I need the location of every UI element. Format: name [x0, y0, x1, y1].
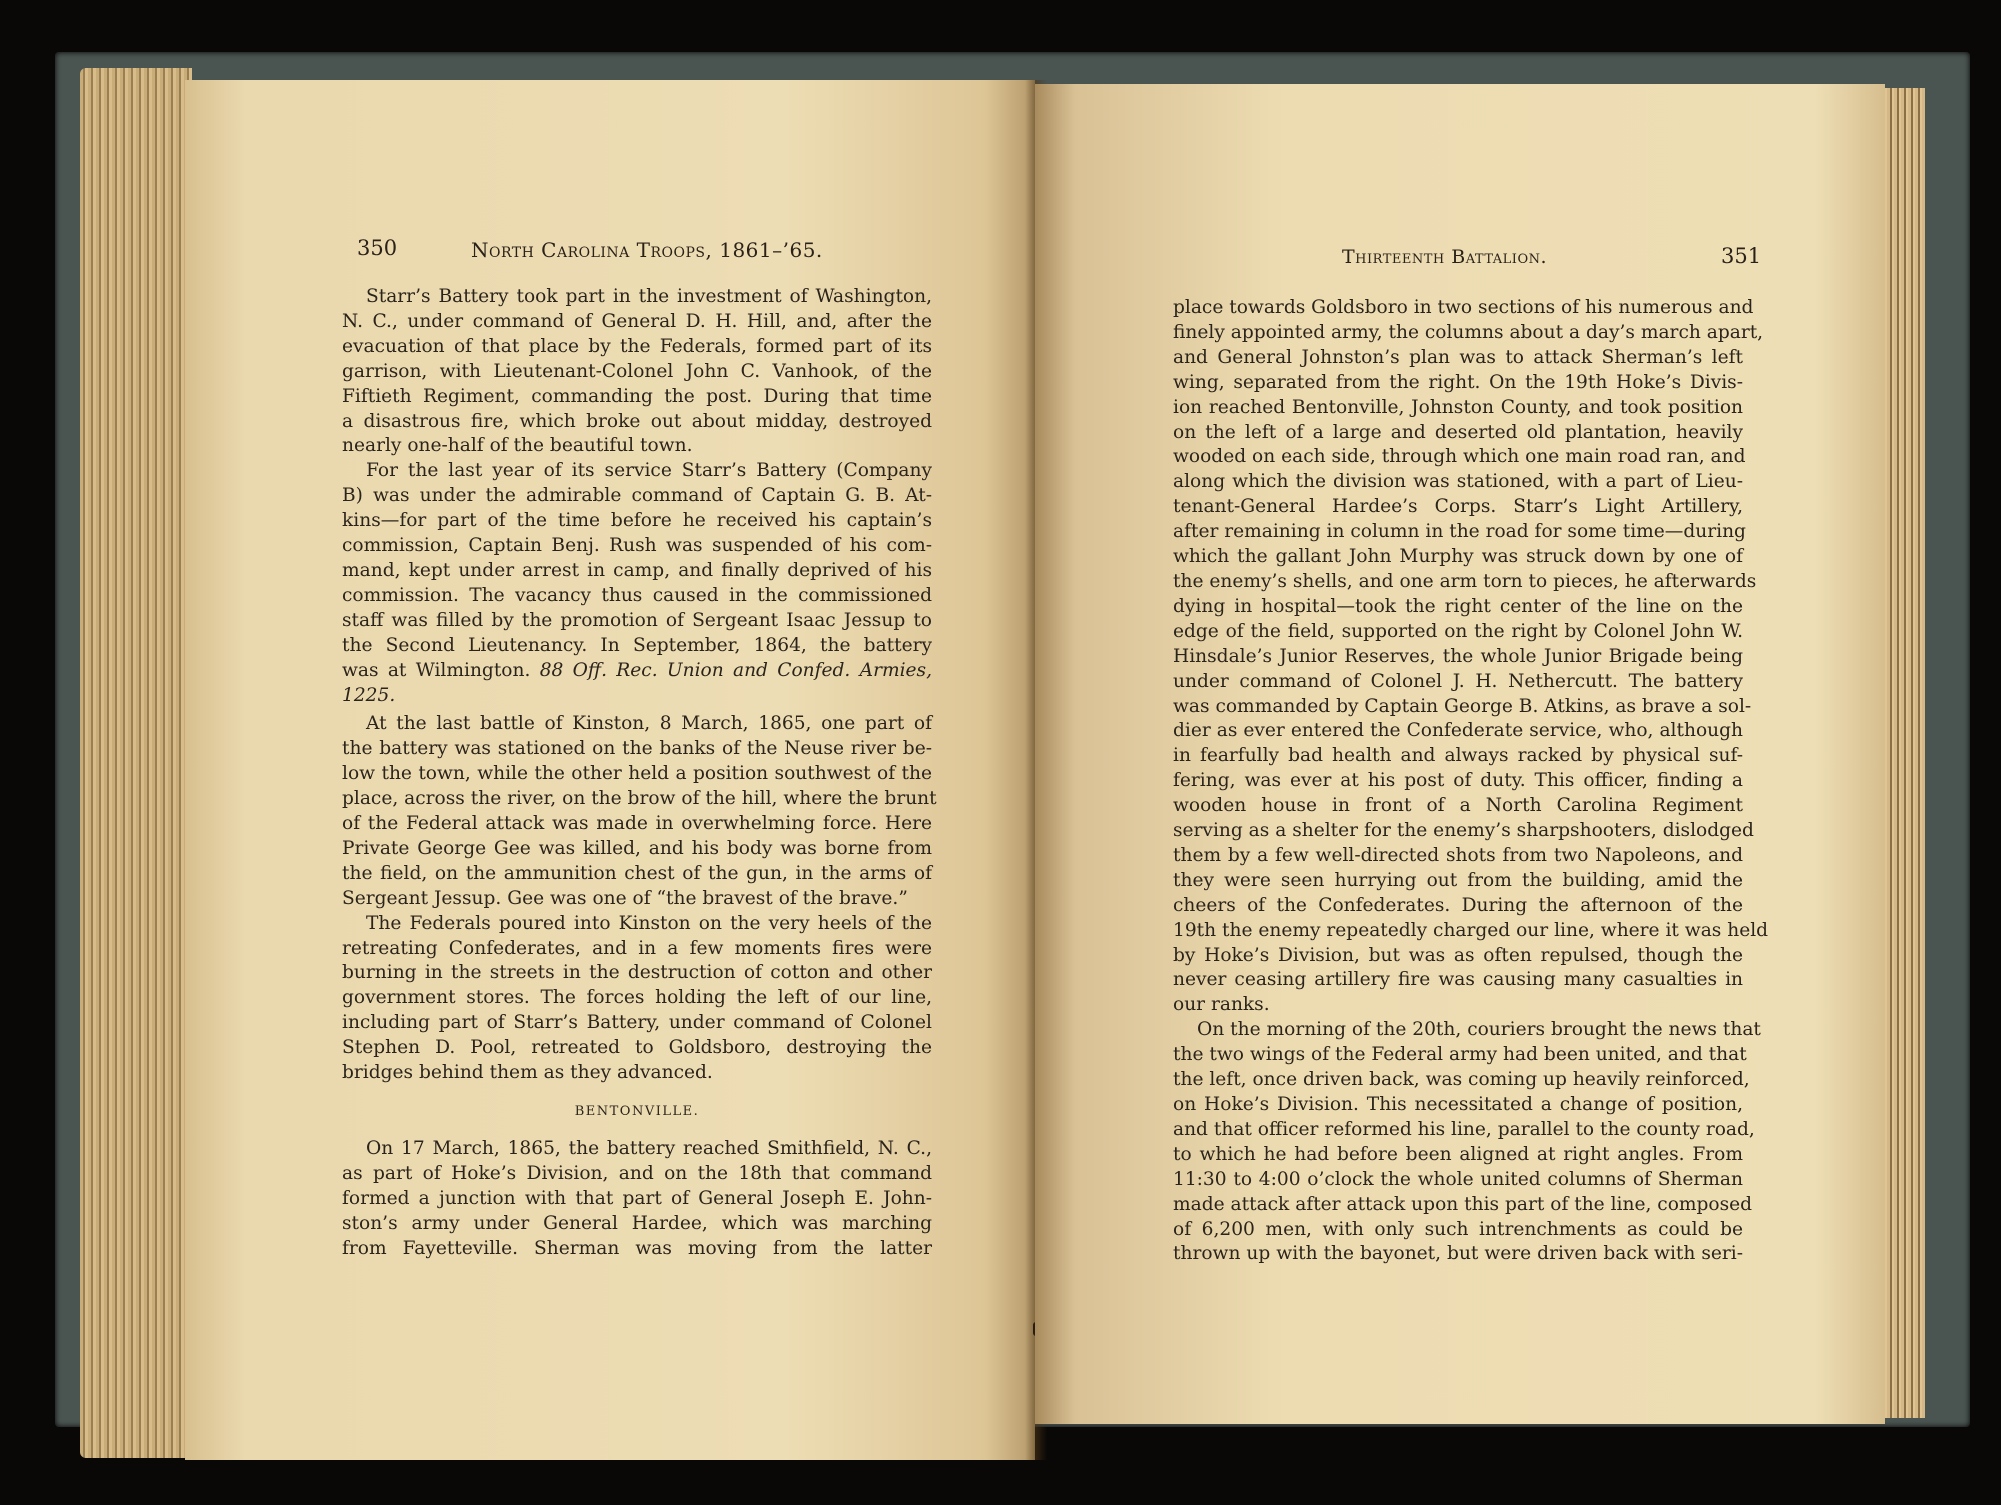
text-line: nearly one-half of the beautiful town. [342, 435, 693, 457]
text-line: tenant-General Hardee’s Corps. Starr’s Light Artillery, [1173, 496, 1743, 518]
text-line: wooded on each side, through which one main road ran, and [1173, 446, 1746, 468]
text-line: which the gallant John Murphy was struck down by one of [1173, 546, 1743, 568]
left-paragraph-2-tail-text: was at Wilmington. [342, 659, 531, 681]
text-line: staff was filled by the promotion of Sergeant Isaac Jessup to [342, 609, 932, 631]
text-line: Hinsdale’s Junior Reserves, the whole Junior Brigade being [1173, 645, 1743, 667]
left-paragraph-2-tail [342, 659, 932, 709]
text-line: as part of Hoke’s Division, and on the 18th that command [342, 1162, 932, 1184]
text-line: On the morning of the 20th, couriers brought the news that [1197, 1019, 1761, 1041]
citation: 88 Off. Rec. Union and Confed. Armies, [539, 659, 932, 681]
text-line: kins—for part of the time before he received his captain’s [342, 510, 932, 532]
right-page-body [1173, 296, 1769, 1267]
text-line: Fiftieth Regiment, commanding the post. During that time [342, 385, 932, 407]
text-line: 19th the enemy repeatedly charged our line, where it was held [1173, 919, 1769, 941]
text-line: For the last year of its service Starr’s Battery (Company [366, 460, 932, 482]
left-paragraph-3 [342, 712, 937, 911]
text-line: the enemy’s shells, and one arm torn to pieces, he afterwards [1173, 570, 1757, 592]
text-line: serving as a shelter for the enemy’s sharpshooters, dislodged [1173, 820, 1754, 842]
text-line: ston’s army under General Hardee, which was marching [342, 1212, 932, 1234]
left-paragraph-1 [342, 285, 932, 459]
text-line: under command of Colonel J. H. Nethercutt. The battery [1173, 670, 1743, 692]
text-line: place, across the river, on the brow of the hill, where the brunt [342, 788, 937, 810]
text-line: and General Johnston’s plan was to attack Sherman’s left [1173, 346, 1743, 368]
text-line: of the Federal attack was made in overwhelming force. Here [342, 813, 932, 835]
text-line: from Fayetteville. Sherman was moving from the latter [342, 1237, 932, 1259]
right-page-number: 351 [1721, 244, 1762, 268]
left-paragraph-2 [342, 459, 932, 658]
text-line: garrison, with Lieutenant-Colonel John C. Vanhook, of the [342, 360, 932, 382]
text-line: a disastrous fire, which broke out about midday, destroyed [342, 410, 932, 432]
text-line: of 6,200 men, with only such intrenchments as could be [1173, 1218, 1743, 1240]
text-line: the two wings of the Federal army had been united, and that [1173, 1044, 1747, 1066]
text-line: formed a junction with that part of General Joseph E. John- [342, 1187, 932, 1209]
text-line: wooden house in front of a North Carolina Regiment [1173, 795, 1743, 817]
text-line: government stores. The forces holding the left of our line, [342, 987, 932, 1009]
text-line: our ranks. [1173, 994, 1270, 1016]
text-line: low the town, while the other held a position southwest of the [342, 763, 932, 785]
text-line: including part of Starr’s Battery, under command of Colonel [342, 1012, 932, 1034]
text-line: they were seen hurrying out from the building, amid the [1173, 869, 1743, 891]
right-page [1035, 84, 1885, 1424]
text-line: along which the division was stationed, with a part of Lieu- [1173, 471, 1743, 493]
text-line: and that officer reformed his line, parallel to the county road, [1173, 1118, 1755, 1140]
right-paragraph-1 [1173, 296, 1769, 1018]
text-line: burning in the streets in the destruction of cotton and other [342, 962, 932, 984]
text-line: on the left of a large and deserted old plantation, heavily [1173, 421, 1743, 443]
text-line: bridges behind them as they advanced. [342, 1062, 713, 1084]
text-line: Private George Gee was killed, and his body was borne from [342, 837, 932, 859]
text-line: the field, on the ammunition chest of the gun, in the arms of [342, 862, 932, 884]
right-running-head: Thirteenth Battalion. [1342, 246, 1548, 268]
text-line: the battery was stationed on the banks of the Neuse river be- [342, 738, 932, 760]
text-line: mand, kept under arrest in camp, and finally deprived of his [342, 559, 932, 581]
text-line: 11:30 to 4:00 o’clock the whole united columns of Sherman [1173, 1168, 1743, 1190]
left-page [185, 80, 1035, 1460]
text-line: dying in hospital—took the right center of the line on the [1173, 595, 1743, 617]
text-line: in fearfully bad health and always racked by physical suf- [1173, 745, 1743, 767]
text-line: N. C., under command of General D. H. Hill, and, after the [342, 310, 932, 332]
text-line: the Second Lieutenancy. In September, 1864, the battery [342, 634, 932, 656]
text-line: dier as ever entered the Confederate service, who, although [1173, 720, 1743, 742]
text-line: to which he had before been aligned at right angles. From [1173, 1143, 1743, 1165]
text-line: Starr’s Battery took part in the investment of Washington, [366, 286, 932, 307]
text-line: Stephen D. Pool, retreated to Goldsboro, destroying the [342, 1037, 932, 1059]
text-line: evacuation of that place by the Federals, formed part of its [342, 335, 932, 357]
citation-page: 1225. [342, 684, 396, 706]
text-line: retreating Confederates, and in a few moments fires were [342, 937, 932, 959]
text-line: ion reached Bentonville, Johnston County, and took position [1173, 396, 1743, 418]
text-line: on Hoke’s Division. This necessitated a change of position, [1173, 1094, 1743, 1115]
text-line: fering, was ever at his post of duty. This officer, finding a [1173, 770, 1743, 792]
page-edges-left [80, 68, 192, 1458]
text-line: them by a few well-directed shots from two Napoleons, and [1173, 844, 1743, 866]
left-paragraph-5 [342, 1137, 932, 1262]
text-line: At the last battle of Kinston, 8 March, 1865, one part of [366, 713, 932, 735]
text-line: never ceasing artillery fire was causing many casualties in [1173, 969, 1743, 991]
text-line: the left, once driven back, was coming up heavily reinforced, [1173, 1069, 1750, 1091]
text-line: by Hoke’s Division, but was as often repulsed, though the [1173, 944, 1743, 966]
text-line: edge of the field, supported on the right by Colonel John W. [1173, 620, 1743, 642]
text-line: made attack after attack upon this part of the line, composed [1173, 1193, 1753, 1215]
text-line: finely appointed army, the columns about a day’s march apart, [1173, 321, 1764, 343]
left-page-number: 350 [357, 236, 398, 260]
text-line: cheers of the Confederates. During the afternoon of the [1173, 894, 1743, 916]
page-edges-right [1880, 88, 1925, 1418]
left-paragraph-4 [342, 912, 932, 1086]
text-line: place towards Goldsboro in two sections of his numerous and [1173, 297, 1754, 318]
left-running-head: North Carolina Troops, 1861–’65. [471, 238, 823, 262]
text-line: Sergeant Jessup. Gee was one of “the bravest of the brave.” [342, 887, 908, 909]
text-line: The Federals poured into Kinston on the very heels of the [366, 912, 932, 934]
text-line: On 17 March, 1865, the battery reached Smithfield, N. C., [366, 1137, 932, 1159]
text-line: thrown up with the bayonet, but were driven back with seri- [1173, 1243, 1743, 1265]
text-line: wing, separated from the right. On the 19th Hoke’s Divis- [1173, 371, 1743, 393]
left-page-body [342, 285, 937, 1261]
right-paragraph-2 [1173, 1018, 1761, 1267]
text-line: was commanded by Captain George B. Atkins, as brave a sol- [1173, 695, 1752, 717]
text-line: commission, Captain Benj. Rush was suspended of his com- [342, 535, 932, 557]
section-heading-bentonville: BENTONVILLE. [574, 1104, 700, 1119]
text-line: commission. The vacancy thus caused in the commissioned [342, 584, 932, 606]
text-line: after remaining in column in the road for some time—during [1173, 521, 1746, 543]
text-line: B) was under the admirable command of Captain G. B. At- [342, 485, 932, 507]
